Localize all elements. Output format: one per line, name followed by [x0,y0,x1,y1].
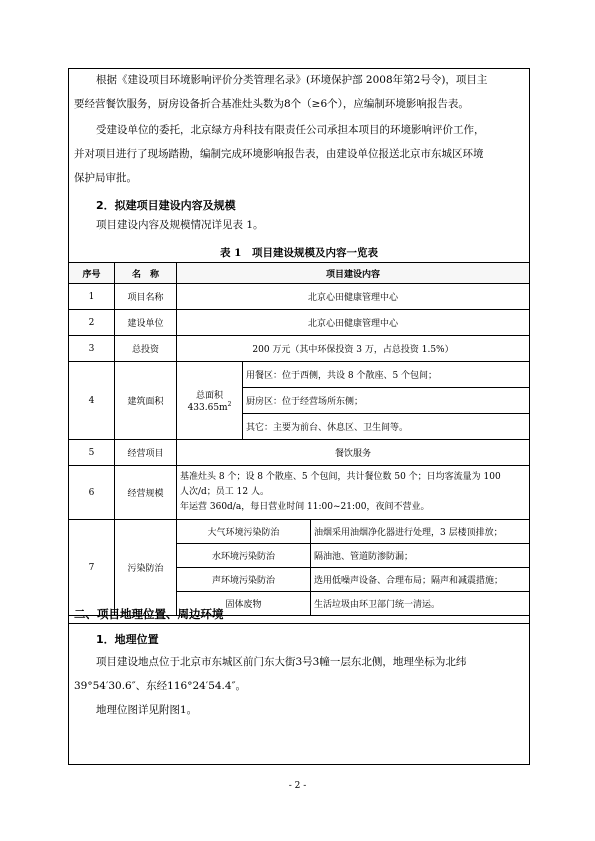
scale-line-2: 人次/d；员工 12 人。 [180,487,269,497]
scale-line-1: 基准灶头 8 个；设 8 个散座、5 个包间，共计餐位数 50 个；日均客流量为 100 [180,472,501,482]
intro-paragraph-1-line-1: 根据《建设项目环境影响评价分类管理名录》(环境保护部 2008年第2号令)，项目主 [96,74,488,86]
row-name: 污染防治 [115,520,177,616]
intro-paragraph-2-line-1: 受建设单位的委托，北京绿方舟科技有限责任公司承担本项目的环境影响评价工作， [96,124,485,136]
row-no: 2 [69,310,115,336]
pollution-type: 水环境污染防治 [177,544,311,568]
intro-paragraph-2-line-2: 并对项目进行了现场踏勘，编制完成环境影响报告表，由建设单位报送北京市东城区环境 [74,148,484,160]
area-dining: 用餐区：位于西侧，共设 8 个散座、5 个包间； [243,362,530,388]
row-name: 经营规模 [115,466,177,520]
row-no: 4 [69,362,115,440]
section-heading: 2．拟建项目建设内容及规模 [96,199,236,212]
total-area [177,362,243,440]
header-no: 序号 [69,263,115,284]
pollution-measure: 油烟采用油烟净化器进行处理，3 层楼顶排放； [311,520,530,544]
row-no: 5 [69,440,115,466]
pollution-measure: 隔油池、管道防渗防漏； [311,544,530,568]
area-other: 其它：主要为前台、休息区、卫生间等。 [243,414,530,440]
area-kitchen: 厨房区：位于经营场所东侧； [243,388,530,414]
table-caption: 表 1 项目建设规模及内容一览表 [220,247,378,259]
table-row [69,310,530,336]
section-divider [68,623,530,624]
intro-paragraph-1-line-2: 要经营餐饮服务，厨房设备折合基准灶头数为8个（≥6个），应编制环境影响报告表。 [74,98,469,110]
table-row [69,284,530,310]
location-line-1: 项目建设地点位于北京市东城区前门东大街3号3幢一层东北侧，地理坐标为北纬 [96,656,467,668]
table-header-row [69,263,530,284]
pollution-measure: 生活垃圾由环卫部门统一清运。 [311,592,530,616]
table-row [69,466,530,520]
row-no: 1 [69,284,115,310]
pollution-type: 大气环境污染防治 [177,520,311,544]
location-line-2: 39°54′30.6″、东经116°24′54.4″。 [74,680,246,692]
row-name: 总投资 [115,336,177,362]
header-name: 名 称 [115,263,177,284]
sub-heading: 1．地理位置 [96,633,159,646]
row-name: 建筑面积 [115,362,177,440]
row-content: 200 万元（其中环保投资 3 万，占总投资 1.5%） [177,336,530,362]
pollution-type: 声环境污染防治 [177,568,311,592]
scale-line-3: 年运营 360d/a，每日营业时间 11:00~21:00，夜间不营业。 [180,502,430,512]
project-table [68,262,530,616]
section-text: 项目建设内容及规模情况详见表 1。 [96,219,264,231]
row-no: 3 [69,336,115,362]
total-area-value: 总面积 433.65m [187,391,228,413]
total-area-sup: 2 [227,401,232,408]
scale-content [177,466,530,520]
row-content: 北京心田健康管理中心 [177,284,530,310]
page-number: - 2 - [288,781,307,791]
row-content: 北京心田健康管理中心 [177,310,530,336]
row-content: 餐饮服务 [177,440,530,466]
header-content: 项目建设内容 [177,263,530,284]
table-row [69,336,530,362]
row-no: 7 [69,520,115,616]
part-heading: 二、项目地理位置、周边环境 [74,607,224,621]
row-name: 项目名称 [115,284,177,310]
pollution-type: 固体废物 [177,592,311,616]
table-row [69,520,530,544]
table-row [69,362,530,388]
location-line-3: 地理位图详见附图1。 [96,704,198,716]
row-no: 6 [69,466,115,520]
row-name: 建设单位 [115,310,177,336]
row-name: 经营项目 [115,440,177,466]
intro-paragraph-2-line-3: 保护局审批。 [74,172,137,184]
table-row [69,440,530,466]
pollution-measure: 选用低噪声设备、合理布局；隔声和减震措施； [311,568,530,592]
